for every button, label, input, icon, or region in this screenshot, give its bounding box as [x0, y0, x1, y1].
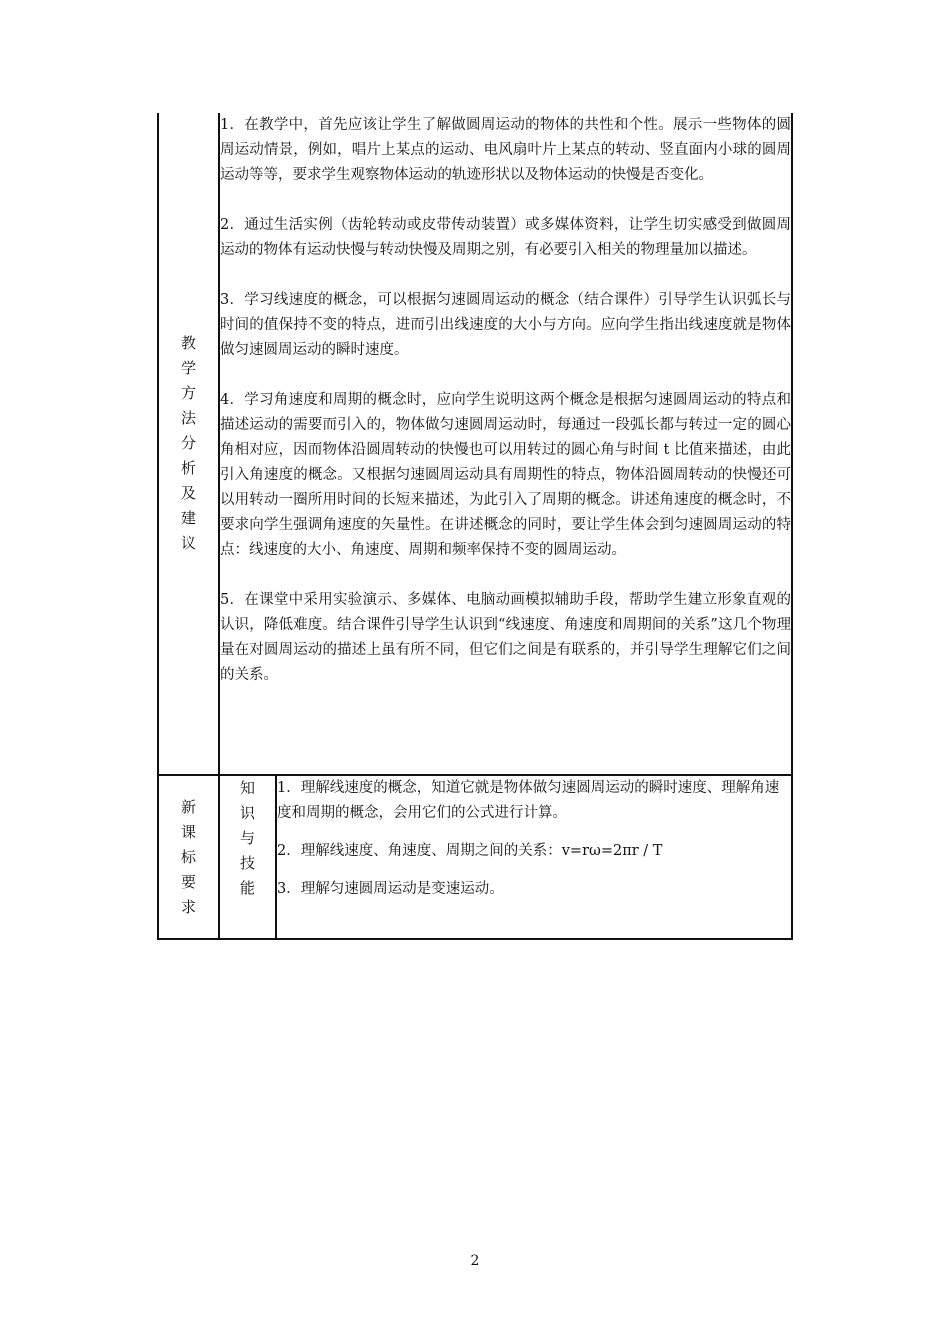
method-row — [158, 113, 792, 775]
label-char: 要 — [180, 872, 196, 891]
method-content-cell — [219, 113, 792, 775]
method-paragraph: 4．学习角速度和周期的概念时，应向学生说明这两个概念是根据匀速圆周运动的特点和描述运动的需要而引入的，物体做匀速圆周运动时，每通过一段弧长都与转过一定的圆心角相对应，因而物体沿圆周转动的快慢也可以用转过的圆心角与时间 t 比值来描述，由此引入角速度的概念。又根据匀速圆周运动具有周期性的特点，物体沿圆周转动的快慢还可以用转动一圈所用时间的长短来描述，为此引入了周期的概念。讲述角速度的概念时，不要求向学生强调角速度的矢量性。在讲述概念的同时，要让学生体会到匀速圆周运动的特点：线速度的大小、角速度、周期和频率保持不变的圆周运动。 — [220, 392, 791, 558]
label-char: 及 — [180, 484, 196, 502]
label-char: 标 — [180, 847, 196, 866]
method-paragraph: 1．在教学中，首先应该让学生了解做圆周运动的物体的共性和个性。展示一些物体的圆周运动情景，例如，唱片上某点的运动、电风扇叶片上某点的转动、竖直面内小球的圆周运动等等，要求学生观察物体运动的轨迹形状以及物体运动的快慢是否变化。 — [220, 117, 791, 183]
method-paragraph: 5．在课堂中采用实验演示、多媒体、电脑动画模拟辅助手段，帮助学生建立形象直观的认识，降低难度。结合课件引导学生认识到“线速度、角速度和周期间的关系”这几个物理量在对圆周运动的描述上虽有所不同，但它们之间是有联系的，并引导学生理解它们之间的关系。 — [220, 592, 791, 683]
standard-sublabel-cell — [219, 775, 276, 939]
label-char: 法 — [180, 409, 196, 427]
label-char: 建 — [180, 509, 196, 527]
standard-section-label — [159, 776, 218, 938]
label-char: 新 — [180, 797, 196, 816]
method-paragraphs — [220, 113, 791, 688]
label-char: 方 — [180, 384, 196, 402]
lesson-plan-table — [157, 113, 793, 940]
label-char: 技 — [239, 854, 255, 872]
label-char: 知 — [239, 779, 255, 797]
label-char: 能 — [239, 879, 255, 897]
page-number: 2 — [470, 1253, 480, 1269]
label-char: 与 — [239, 829, 255, 847]
label-char: 识 — [239, 804, 255, 822]
standard-row — [158, 775, 792, 939]
label-char: 教 — [180, 334, 196, 352]
label-char: 课 — [180, 822, 196, 841]
label-char: 议 — [180, 534, 196, 552]
label-char: 求 — [180, 897, 196, 916]
method-section-label — [159, 113, 218, 774]
standard-item: 1．理解线速度的概念，知道它就是物体做匀速圆周运动的瞬时速度、理解角速度和周期的概念，会用它们的公式进行计算。 — [277, 780, 780, 821]
method-paragraph: 2．通过生活实例（齿轮转动或皮带传动装置）或多媒体资料，让学生切实感受到做圆周运动的物体有运动快慢与转动快慢及周期之别，有必要引入相关的物理量加以描述。 — [220, 217, 791, 258]
standard-items — [277, 776, 791, 902]
label-char: 析 — [180, 459, 196, 477]
knowledge-skills-label — [220, 776, 275, 901]
label-char: 学 — [180, 359, 196, 377]
standard-content-cell — [276, 775, 792, 939]
standard-label-cell — [158, 775, 219, 939]
standard-item: 2．理解线速度、角速度、周期之间的关系：v=rω=2πr / T — [277, 843, 663, 859]
method-paragraph: 3．学习线速度的概念，可以根据匀速圆周运动的概念（结合课件）引导学生认识弧长与时间的值保持不变的特点，进而引出线速度的大小与方向。应向学生指出线速度就是物体做匀速圆周运动的瞬时速度。 — [220, 292, 791, 358]
standard-item: 3．理解匀速圆周运动是变速运动。 — [277, 881, 504, 897]
method-label-cell — [158, 113, 219, 775]
label-char: 分 — [180, 434, 196, 452]
